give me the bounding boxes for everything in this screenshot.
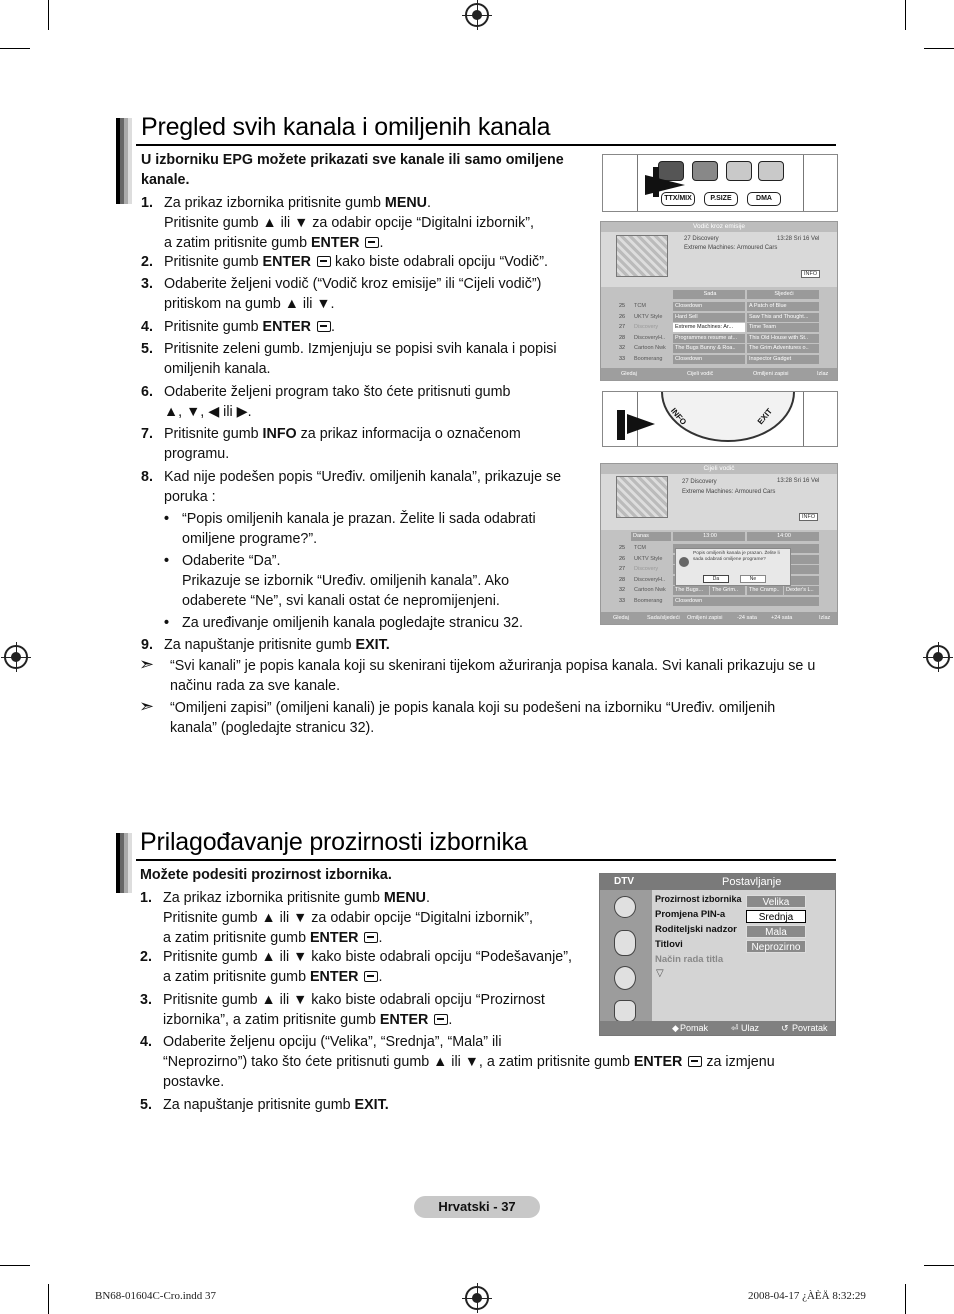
exit-button[interactable]: EXIT [755, 406, 775, 427]
info-program: Extreme Machines: Armoured Cars [682, 489, 776, 495]
setup-menu-icon[interactable] [614, 966, 636, 990]
epg-title: Vodič kroz emisije [601, 222, 837, 232]
option-mala[interactable]: Mala [746, 925, 806, 938]
enter-icon [364, 932, 378, 943]
yellow-button[interactable] [726, 161, 752, 181]
column-now: Sada [673, 290, 745, 299]
menu-icon-column [600, 890, 652, 1021]
menu-item-parental-lock[interactable]: Roditeljski nadzor [655, 924, 737, 935]
enter-icon [434, 1014, 448, 1025]
guide-channel-row[interactable]: 33 Boomerang Closedown [601, 597, 837, 607]
info-time: 13:28 Sri 16 Vel [777, 236, 820, 242]
menu-footer: ◆ Pomak ⏎ Ulaz ↺ Povratak [600, 1021, 835, 1035]
info-channel: 27 Discovery [682, 479, 717, 485]
option-srednja[interactable]: Srednja [746, 910, 806, 923]
enter-icon [688, 1056, 702, 1067]
registration-mark-bottom [465, 1286, 489, 1310]
enter-icon [365, 237, 379, 248]
epg-channel-row[interactable]: 33 Boomerang Closedown Inspector Gadget [601, 355, 837, 365]
info-time: 13:28 Sri 16 Vel [777, 478, 820, 484]
option-neprozirno[interactable]: Neprozirno [746, 940, 806, 953]
guide-channel-row[interactable]: 25 TCM [601, 544, 837, 554]
return-icon: ↺ [781, 1023, 789, 1033]
blue-button[interactable] [758, 161, 784, 181]
guide-footer: Gledaj Sada/sljedeći Omiljeni zapisi -24 sata +24 sata Izlaz [601, 612, 837, 624]
section-bar [116, 118, 132, 204]
guide-channel-row[interactable]: 27 Discovery [601, 565, 837, 575]
epg-channel-row[interactable]: 27 Discovery Extreme Machines: Ar... Time Team [601, 323, 837, 333]
registration-mark-top [465, 3, 489, 27]
section-intro: U izborniku EPG možete prikazati sve kanale ili samo omiljene kanale. [141, 152, 564, 188]
move-icon: ◆ [672, 1023, 679, 1033]
tv-preview-image [616, 235, 668, 277]
guide-title: Cijeli vodič [601, 464, 837, 474]
warning-icon [679, 557, 689, 567]
setup-menu-screen [599, 873, 836, 1036]
section-rule [136, 144, 836, 146]
column-time-1: 13:00 [673, 532, 745, 541]
empty-favorites-popup [675, 548, 791, 586]
pointer-arrow-icon [627, 414, 655, 434]
epg-footer: Gledaj Cijeli vodič Omiljeni zapisi Izlaz [601, 368, 837, 380]
menu-item-change-pin[interactable]: Promjena PIN-a [655, 909, 726, 920]
note-arrow-icon: ➣ [139, 696, 155, 716]
info-program: Extreme Machines: Armoured Cars [684, 245, 778, 251]
info-button[interactable]: INFO [668, 406, 689, 427]
note-arrow-icon: ➣ [139, 654, 155, 674]
print-footer-right: 2008-04-17 ¿ÀÈÄ 8:32:29 [748, 1290, 866, 1302]
section-title: Prilagođavanje prozirnosti izbornika [140, 828, 528, 856]
picture-menu-icon[interactable] [614, 896, 636, 918]
section-intro: Možete podesiti prozirnost izbornika. [140, 867, 392, 883]
channel-menu-icon[interactable] [614, 1000, 636, 1022]
popup-message: Popis omiljenih kanala je prazan. Želite li sada odabrati omiljene programe? [693, 551, 780, 562]
guide-channel-row[interactable]: 32 Cartoon Nwk The Bugs... The Grim.. The Cramp.. Dexter's L.. [601, 586, 837, 596]
scroll-down-icon[interactable]: ▽ [656, 968, 664, 979]
ttx-mix-button[interactable]: TTX/MIX [661, 192, 695, 206]
enter-icon [317, 256, 331, 267]
option-velika[interactable]: Velika [746, 895, 806, 908]
section-rule [136, 859, 836, 861]
info-button[interactable]: INFO [799, 513, 818, 521]
menu-item-subtitle-mode[interactable]: Način rada titla [655, 954, 724, 965]
registration-mark-left [4, 645, 28, 669]
epg-channel-row[interactable]: 25 TCM Closedown A Patch of Blue [601, 302, 837, 312]
dtv-label: DTV [614, 876, 634, 887]
menu-title: Postavljanje [722, 876, 782, 888]
section-title: Pregled svih kanala i omiljenih kanala [141, 113, 551, 141]
dma-button[interactable]: DMA [747, 192, 781, 206]
info-button[interactable]: INFO [801, 270, 820, 278]
menu-item-transparency[interactable]: Prozirnost izbornika [655, 894, 742, 904]
epg-guide-screen [600, 221, 838, 381]
registration-mark-right [926, 645, 950, 669]
remote-figure-info-exit [602, 391, 838, 447]
remote-figure-color-buttons [602, 154, 838, 212]
enter-icon [364, 971, 378, 982]
pointer-arrow-icon [645, 167, 695, 197]
full-guide-screen [600, 463, 838, 625]
popup-no-button[interactable]: Ne [740, 575, 766, 583]
green-button[interactable] [692, 161, 718, 181]
menu-item-subtitles[interactable]: Titlovi [655, 939, 683, 950]
section-bar [116, 833, 132, 893]
print-footer-left: BN68-01604C-Cro.indd 37 [95, 1290, 216, 1302]
page-number-badge: Hrvatski - 37 [414, 1196, 540, 1218]
column-day: Danas [631, 532, 671, 541]
epg-channel-row[interactable]: 28 DiscoveryH.. Programmes resume at... This Old House with St.. [601, 334, 837, 344]
popup-yes-button[interactable]: Da [703, 575, 729, 583]
enter-icon: ⏎ [731, 1023, 739, 1033]
info-channel: 27 Discovery [684, 236, 719, 242]
guide-channel-row[interactable]: 26 UKTV Style [601, 555, 837, 565]
p-size-button[interactable]: P.SIZE [704, 192, 738, 206]
tv-preview-image [616, 476, 668, 518]
enter-icon [317, 321, 331, 332]
epg-channel-row[interactable]: 32 Cartoon Nwk The Bugs Bunny & Roa.. The Grim Adventures o.. [601, 344, 837, 354]
pointer-arrow-icon [617, 410, 625, 440]
sound-menu-icon[interactable] [614, 930, 636, 956]
epg-channel-row[interactable]: 26 UKTV Style Hard Sell Saw This and Thought... [601, 313, 837, 323]
column-next: Sljedeći [747, 290, 819, 299]
menu-header [600, 874, 835, 890]
guide-channel-row[interactable]: 28 DiscoveryH.. [601, 576, 837, 586]
column-time-2: 14:00 [747, 532, 819, 541]
